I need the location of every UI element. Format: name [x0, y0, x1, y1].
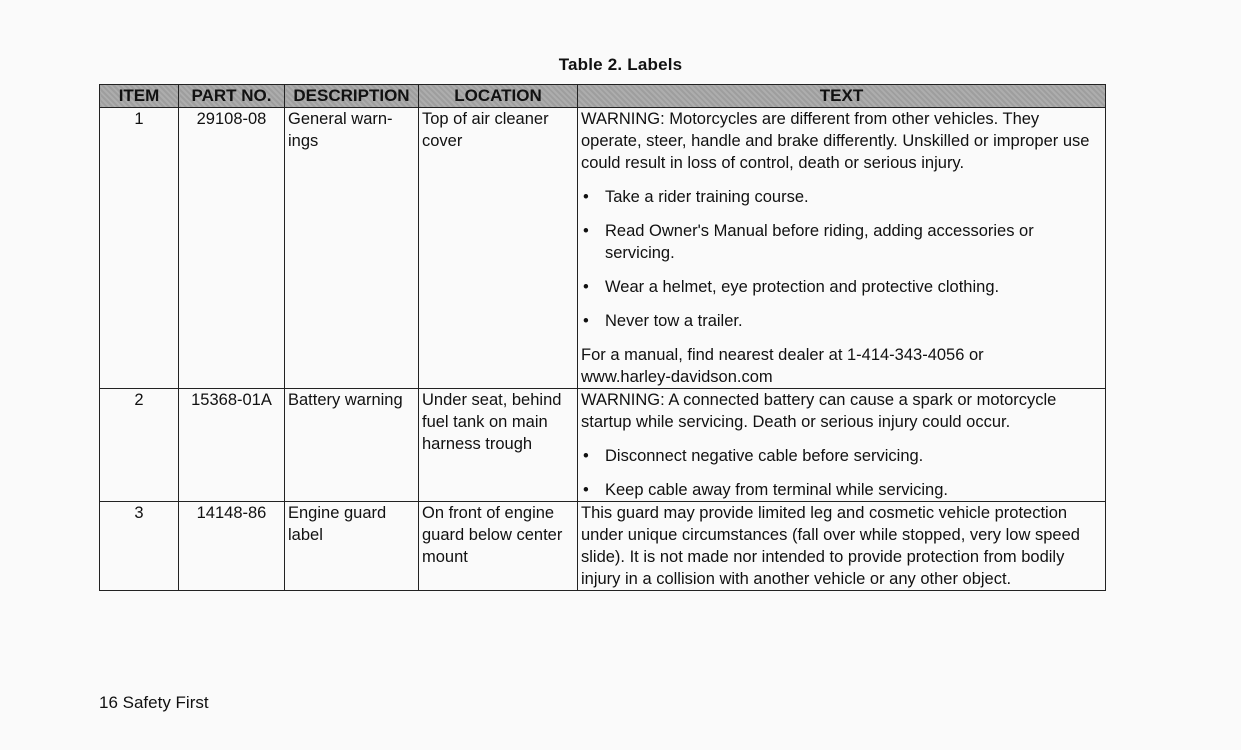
description-line: General warn-: [288, 110, 393, 128]
location-line: Under seat, behind: [422, 391, 562, 409]
labels-table: [99, 84, 1106, 591]
table-row: [100, 108, 1106, 389]
warning-text: WARNING: A connected battery can cause a spark or motorcycle startup while servicing. Death or serious injury could occur.: [581, 391, 1057, 431]
cell-item: 1: [100, 108, 179, 389]
bullet-icon: •: [583, 312, 589, 330]
description-line: ings: [288, 132, 319, 150]
bullet-text: Take a rider training course.: [605, 188, 809, 206]
bullet-icon: •: [583, 222, 589, 240]
warning-text: WARNING: Motorcycles are different from other vehicles. They operate, steer, handle and brake differently. Unskilled or improper use could result in loss of control, death or serious injury.: [581, 110, 1090, 172]
table-row: [100, 502, 1106, 591]
description-line: Engine guard: [288, 504, 387, 522]
dealer-info-url: www.harley-davidson.com: [581, 368, 773, 386]
description-line: Battery warning: [288, 391, 403, 409]
location-line: harness trough: [422, 435, 533, 453]
bullet-icon: •: [583, 278, 589, 296]
header-text: TEXT: [578, 85, 1106, 108]
list-item: [581, 310, 1102, 332]
list-item: [581, 479, 1102, 501]
description-line: label: [288, 526, 323, 544]
table-caption: Table 2. Labels: [558, 55, 683, 74]
location-line: mount: [422, 548, 468, 566]
cell-item: 3: [100, 502, 179, 591]
bullet-icon: •: [583, 447, 589, 465]
header-part-no: PART NO.: [179, 85, 285, 108]
bullet-icon: •: [583, 481, 589, 499]
list-item: [581, 276, 1102, 298]
cell-location: [419, 389, 578, 502]
dealer-info: [581, 344, 1102, 388]
cell-text: [578, 389, 1106, 502]
list-item: [581, 220, 1102, 264]
cell-description: [285, 108, 419, 389]
table-row: [100, 389, 1106, 502]
bullet-text: Read Owner's Manual before riding, adding accessories or servicing.: [605, 222, 1034, 262]
cell-part-no: 29108-08: [179, 108, 285, 389]
location-line: guard below center: [422, 526, 563, 544]
table-header-row: [100, 85, 1106, 108]
list-item: [581, 445, 1102, 467]
header-description: DESCRIPTION: [285, 85, 419, 108]
bullet-list: [581, 186, 1102, 332]
list-item: [581, 186, 1102, 208]
bullet-text: Disconnect negative cable before servicing.: [605, 447, 924, 465]
header-item: ITEM: [100, 85, 179, 108]
location-line: fuel tank on main: [422, 413, 548, 431]
cell-text: [578, 502, 1106, 591]
page-footer: 16 Safety First: [99, 693, 209, 712]
bullet-icon: •: [583, 188, 589, 206]
cell-item: 2: [100, 389, 179, 502]
cell-description: [285, 389, 419, 502]
cell-part-no: 15368-01A: [179, 389, 285, 502]
bullet-text: Wear a helmet, eye protection and protective clothing.: [605, 278, 1000, 296]
header-location: LOCATION: [419, 85, 578, 108]
cell-text: [578, 108, 1106, 389]
cell-description: [285, 502, 419, 591]
bullet-list: [581, 445, 1102, 501]
bullet-text: Keep cable away from terminal while servicing.: [605, 481, 948, 499]
location-line: On front of engine: [422, 504, 555, 522]
guard-text: This guard may provide limited leg and cosmetic vehicle protection under unique circumstances (fall over while stopped, very low speed slide). It is not made nor intended to provide protection from bodily injury in a collision with another vehicle or any other object.: [581, 504, 1080, 588]
cell-part-no: 14148-86: [179, 502, 285, 591]
location-line: Top of air cleaner: [422, 110, 549, 128]
cell-location: [419, 108, 578, 389]
cell-location: [419, 502, 578, 591]
bullet-text: Never tow a trailer.: [605, 312, 743, 330]
location-line: cover: [422, 132, 463, 150]
dealer-info-line: For a manual, find nearest dealer at 1-414-343-4056 or: [581, 346, 984, 364]
